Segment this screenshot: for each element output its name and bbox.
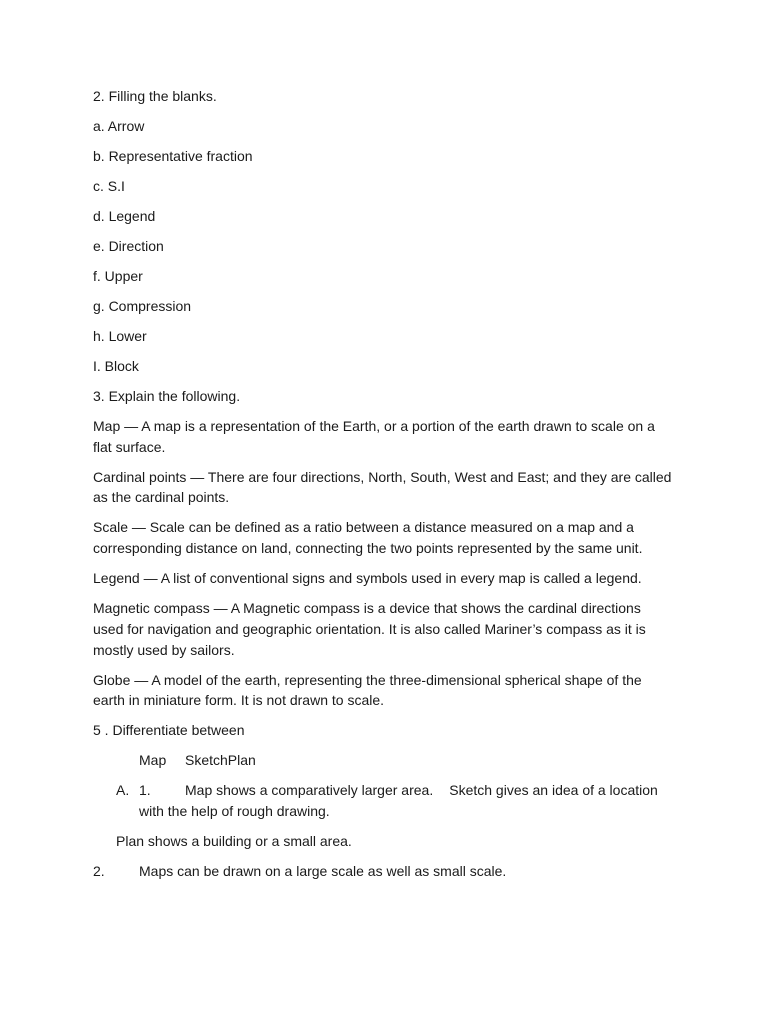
answer-i: I. Block: [93, 358, 139, 374]
row-a-text: [139, 780, 673, 821]
column-sketchplan-header: SketchPlan: [185, 752, 256, 769]
answer-h: h. Lower: [93, 328, 147, 344]
plan-text: Plan shows a building or a small area.: [116, 832, 352, 849]
row-a-label: A.: [116, 782, 130, 799]
answer-a: a. Arrow: [93, 118, 145, 134]
row-a-number: 1.: [139, 782, 151, 799]
row-a-sketch-text: Sketch gives an idea of a location with the help of rough drawing.: [139, 782, 658, 819]
row-2-text: Maps can be drawn on a large scale as well as small scale.: [139, 862, 507, 879]
differentiate-row-a: [93, 780, 673, 821]
answer-c: c. S.I: [93, 178, 125, 194]
answer-f: f. Upper: [93, 268, 143, 284]
answer-b: b. Representative fraction: [93, 148, 253, 164]
row-a-map-text: Map shows a comparatively larger area.: [185, 782, 434, 799]
explain-magnetic-compass: Magnetic compass — A Magnetic compass is a device that shows the cardinal directions used for navigation and geographic orientation. It is also called Mariner’s compass as it is mostly used by sailors.: [93, 600, 646, 658]
row-2-number: 2.: [93, 862, 105, 879]
answer-g: g. Compression: [93, 298, 192, 314]
section3-heading: 3. Explain the following.: [93, 388, 241, 404]
answer-e: e. Direction: [93, 238, 164, 254]
explain-scale: Scale — Scale can be defined as a ratio between a distance measured on a map and a corresponding distance on land, connecting the two points represented by the same unit.: [93, 519, 643, 557]
differentiate-row-2: [93, 861, 673, 882]
explain-cardinal-points: Cardinal points — There are four directions, North, South, West and East; and they are called as the cardinal points.: [93, 468, 672, 506]
explain-globe: Globe — A model of the earth, representing the three-dimensional spherical shape of the earth in miniature form. It is not drawn to scale.: [93, 671, 642, 709]
answer-d: d. Legend: [93, 208, 156, 224]
differentiate-header-row: [93, 750, 673, 771]
section5-heading: 5 . Differentiate between: [93, 722, 245, 739]
explain-legend: Legend — A list of conventional signs and symbols used in every map is called a legend.: [93, 570, 642, 587]
column-map-header: Map: [139, 752, 167, 769]
explain-map: Map — A map is a representation of the Earth, or a portion of the earth drawn to scale on a flat surface.: [93, 418, 655, 455]
document-content: [93, 86, 673, 882]
section2-heading: 2. Filling the blanks.: [93, 88, 217, 104]
